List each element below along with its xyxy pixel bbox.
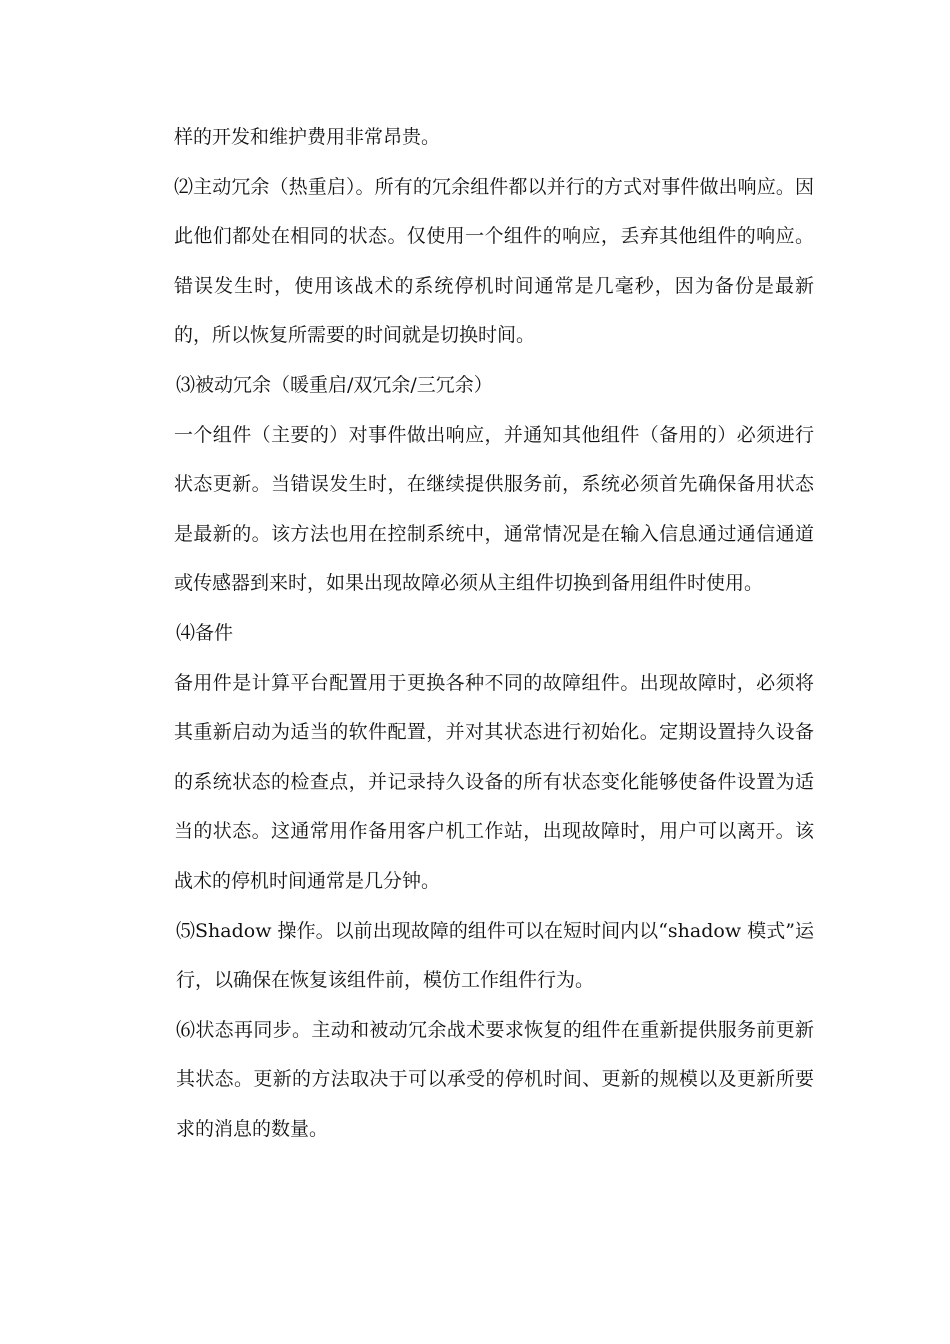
paragraph-state-resynchronization: ⑹状态再同步。主动和被动冗余战术要求恢复的组件在重新提供服务前更新其状态。更新的方法取决于可以承受的停机时间、更新的规模以及更新所要求的消息的数量。 xyxy=(176,1018,814,1140)
paragraph-shadow-operation: ⑸Shadow 操作。以前出现故障的组件可以在短时间内以“shadow 模式”运行，以确保在恢复该组件前，模仿工作组件行为。 xyxy=(176,919,814,992)
paragraph-passive-redundancy: 一个组件（主要的）对事件做出响应，并通知其他组件（备用的）必须进行状态更新。当错误发生时，在继续提供服务前，系统必须首先确保备用状态是最新的。该方法也用在控制系统中，通常情况是在输入信息通过通信通道或传感器到来时，如果出现故障必须从主组件切换到备用组件时使用。 xyxy=(174,423,814,595)
paragraph-spares: 备用件是计算平台配置用于更换各种不同的故障组件。出现故障时，必须将其重新启动为适当的软件配置，并对其状态进行初始化。定期设置持久设备的系统状态的检查点，并记录持久设备的所有状态变化能够使备件设置为适当的状态。这通常用作备用客户机工作站，出现故障时，用户可以离开。该战术的停机时间通常是几分钟。 xyxy=(174,671,814,892)
paragraph-active-redundancy: ⑵主动冗余（热重启）。所有的冗余组件都以并行的方式对事件做出响应。因此他们都处在相同的状态。仅使用一个组件的响应，丢弃其他组件的响应。错误发生时，使用该战术的系统停机时间通常是几毫秒，因为备份是最新的，所以恢复所需要的时间就是切换时间。 xyxy=(174,175,814,347)
heading-passive-redundancy: ⑶被动冗余（暖重启/双冗余/三冗余） xyxy=(176,373,493,396)
document-body xyxy=(174,113,814,1154)
heading-spares: ⑷备件 xyxy=(176,621,234,644)
paragraph-cost-continuation: 样的开发和维护费用非常昂贵。 xyxy=(174,126,441,148)
